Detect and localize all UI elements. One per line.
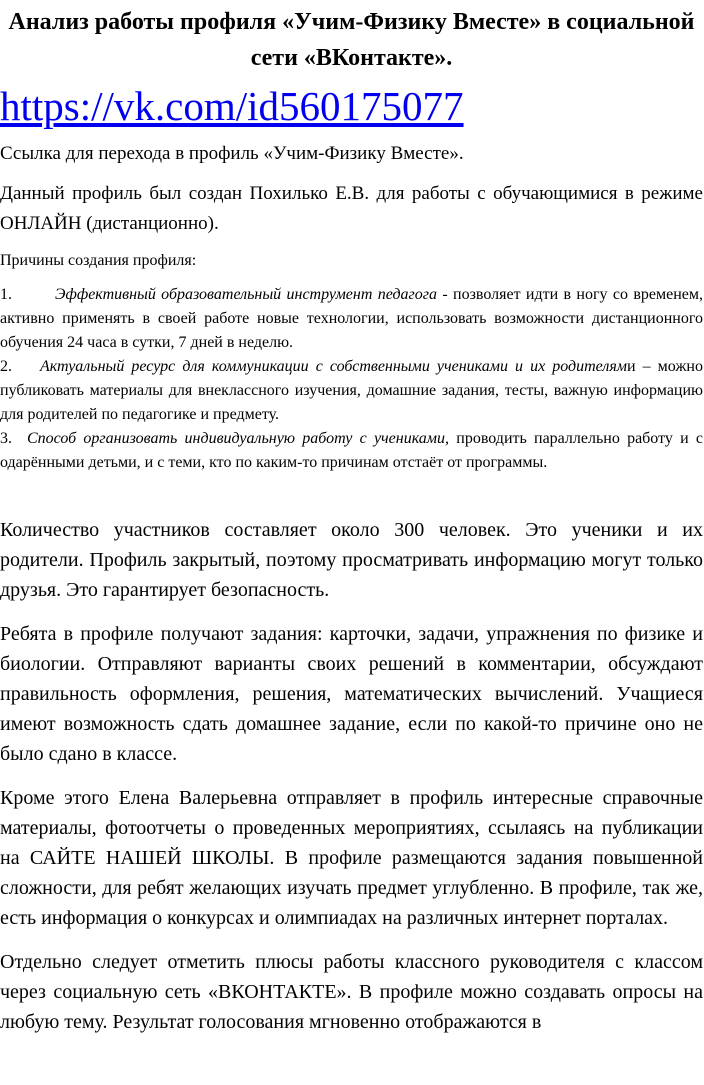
reason-text: проводить параллельно работу и с одарёнными детьми, и с теми, кто по каким-то причинам отстаёт от программы. [0, 430, 703, 471]
body-paragraph: Количество участников составляет около 300 человек. Это ученики и их родители. Профиль закрытый, поэтому просматривать информацию могут только друзья. Это гарантирует безопасность. [0, 519, 703, 601]
reason-item [0, 427, 703, 475]
reason-text: и – можно публиковать материалы для внеклассного изучения, домашние задания, тесты, важную информацию для родителей по педагогике и предмету. [0, 358, 703, 423]
body-paragraph: Кроме этого Елена Валерьевна отправляет в профиль интересные справочные материалы, фотоотчеты о проведенных мероприятиях, ссылаясь на публикации на САЙТЕ НАШЕЙ ШКОЛЫ. В профиле размещаются задания повышенной сложности, для ребят желающих изучать предмет углубленно. В профиле, так же, есть информация о конкурсах и олимпиадах на различных интернет порталах. [0, 787, 703, 929]
page-title: Анализ работы профиля «Учим-Физику Вместе» в социальной сети «ВКонтакте». [8, 9, 695, 71]
link-caption: Ссылка для перехода в профиль «Учим-Физику Вместе». [0, 143, 464, 164]
reason-item [0, 283, 703, 355]
reason-number: 2. [0, 358, 12, 375]
reasons-heading: Причины создания профиля: [0, 252, 197, 269]
reason-italic: Способ организовать индивидуальную работу с учениками, [27, 430, 450, 447]
reason-number: 1. [0, 286, 12, 303]
reason-item [0, 355, 703, 427]
reason-number: 3. [0, 430, 12, 447]
reason-italic: Актуальный ресурс для коммуникации с собственными учениками и их родителям [40, 358, 627, 375]
creation-paragraph: Данный профиль был создан Похилько Е.В. для работы с обучающимися в режиме ОНЛАЙН (дистанционно). [0, 183, 703, 234]
body-paragraph: Отдельно следует отметить плюсы работы классного руководителя с классом через социальную сеть «ВКОНТАКТЕ». В профиле можно создавать опросы на любую тему. Результат голосования мгновенно отображаются в [0, 951, 703, 1033]
profile-link[interactable]: https://vk.com/id560175077 [0, 83, 464, 129]
reason-text: - позволяет идти в ногу со временем, активно применять в своей работе новые технологии, использовать возможности дистанционного обучения 24 часа в сутки, 7 дней в неделю. [0, 286, 703, 351]
reason-italic: Эффективный образовательный инструмент педагога [55, 286, 438, 303]
body-paragraph: Ребята в профиле получают задания: карточки, задачи, упражнения по физике и биологии. Отправляют варианты своих решений в комментарии, обсуждают правильность оформления, решения, математических вычислений. Учащиеся имеют возможность сдать домашнее задание, если по какой-то причине оно не было сдано в классе. [0, 623, 703, 765]
